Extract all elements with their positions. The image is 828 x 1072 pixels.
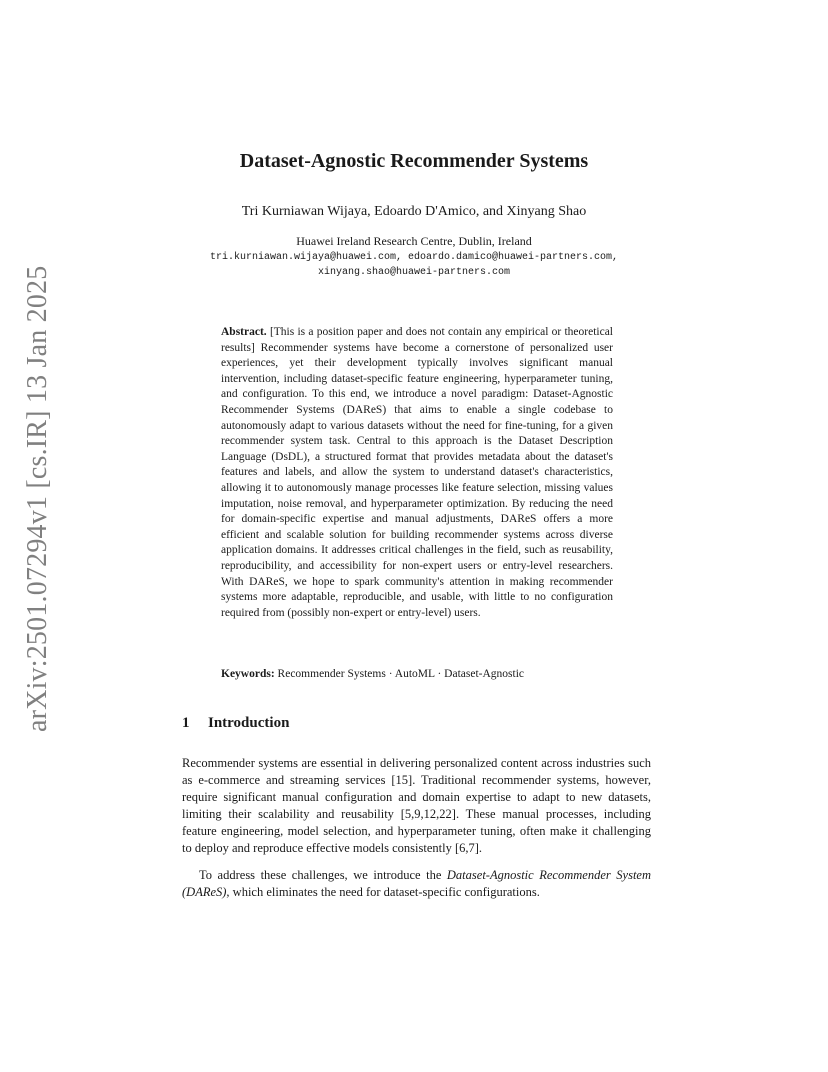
intro-p2-emphasis: Dataset-Agnostic Recommender System (DAReS)	[182, 868, 651, 899]
section-number: 1	[182, 715, 190, 731]
abstract-text: [This is a position paper and does not contain any empirical or theoretical results] Recommender systems have become a cornerstone of personalized user experiences, yet their development typically involves significant manual intervention, including dataset-specific feature engineering, hyperparameter tuning, and configuration. To this end, we introduce a novel paradigm: Dataset-Agnostic Recommender Systems (DAReS) that aims to enable a single codebase to autonomously adapt to various datasets without the need for fine-tuning, for a given recommender system task. Central to this approach is the Dataset Description Language (DsDL), a structured format that provides metadata about the dataset's features and labels, and allow the system to understand dataset's characteristics, allowing it to autonomously manage processes like feature selection, missing values imputation, noise removal, and hyperparameter optimization. By reducing the need for domain-specific expertise and manual adjustments, DAReS offers a more efficient and scalable solution for building recommender systems across diverse application domains. It addresses critical challenges in the field, such as reusability, reproducibility, and accessibility for non-expert users or entry-level researchers. With DAReS, we hope to spark community's attention in making recommender systems more adaptable, reproducible, and usable, with little to no configuration required from (possibly non-expert or entry-level) users.	[221, 326, 614, 619]
author-emails	[0, 250, 828, 280]
intro-paragraph-1: Recommender systems are essential in delivering personalized content across industries such as e-commerce and streaming services [15]. Traditional recommender systems, however, require significant manual configuration and domain expertise to adapt to new datasets, limiting their scalability and reusability [5,9,12,22]. These manual processes, including feature engineering, model selection, and hyperparameter tuning, often make it challenging to deploy and reproduce effective models consistently [6,7].	[182, 756, 651, 855]
email-line-2: xinyang.shao@huawei-partners.com	[317, 267, 511, 278]
affiliation: Huawei Ireland Research Centre, Dublin, Ireland	[296, 234, 532, 248]
keywords	[221, 668, 613, 680]
keywords-text: Recommender Systems · AutoML · Dataset-Agnostic	[277, 668, 525, 680]
section-title: Introduction	[208, 715, 290, 731]
abstract	[221, 325, 613, 621]
section-heading-introduction	[182, 715, 289, 732]
email-line-1: tri.kurniawan.wijaya@huawei.com, edoardo.damico@huawei-partners.com,	[209, 252, 619, 263]
paper-title: Dataset-Agnostic Recommender Systems	[239, 150, 589, 172]
abstract-label: Abstract.	[221, 326, 267, 338]
intro-paragraph-2	[182, 867, 651, 901]
intro-p2-start: To address these challenges, we introduce the	[199, 868, 447, 882]
arxiv-identifier-stamp: arXiv:2501.07294v1 [cs.IR] 13 Jan 2025	[22, 265, 53, 732]
keywords-label: Keywords:	[221, 668, 275, 680]
intro-p2-end: , which eliminates the need for dataset-specific configurations.	[226, 885, 540, 899]
author-list: Tri Kurniawan Wijaya, Edoardo D'Amico, and Xinyang Shao	[241, 204, 587, 219]
